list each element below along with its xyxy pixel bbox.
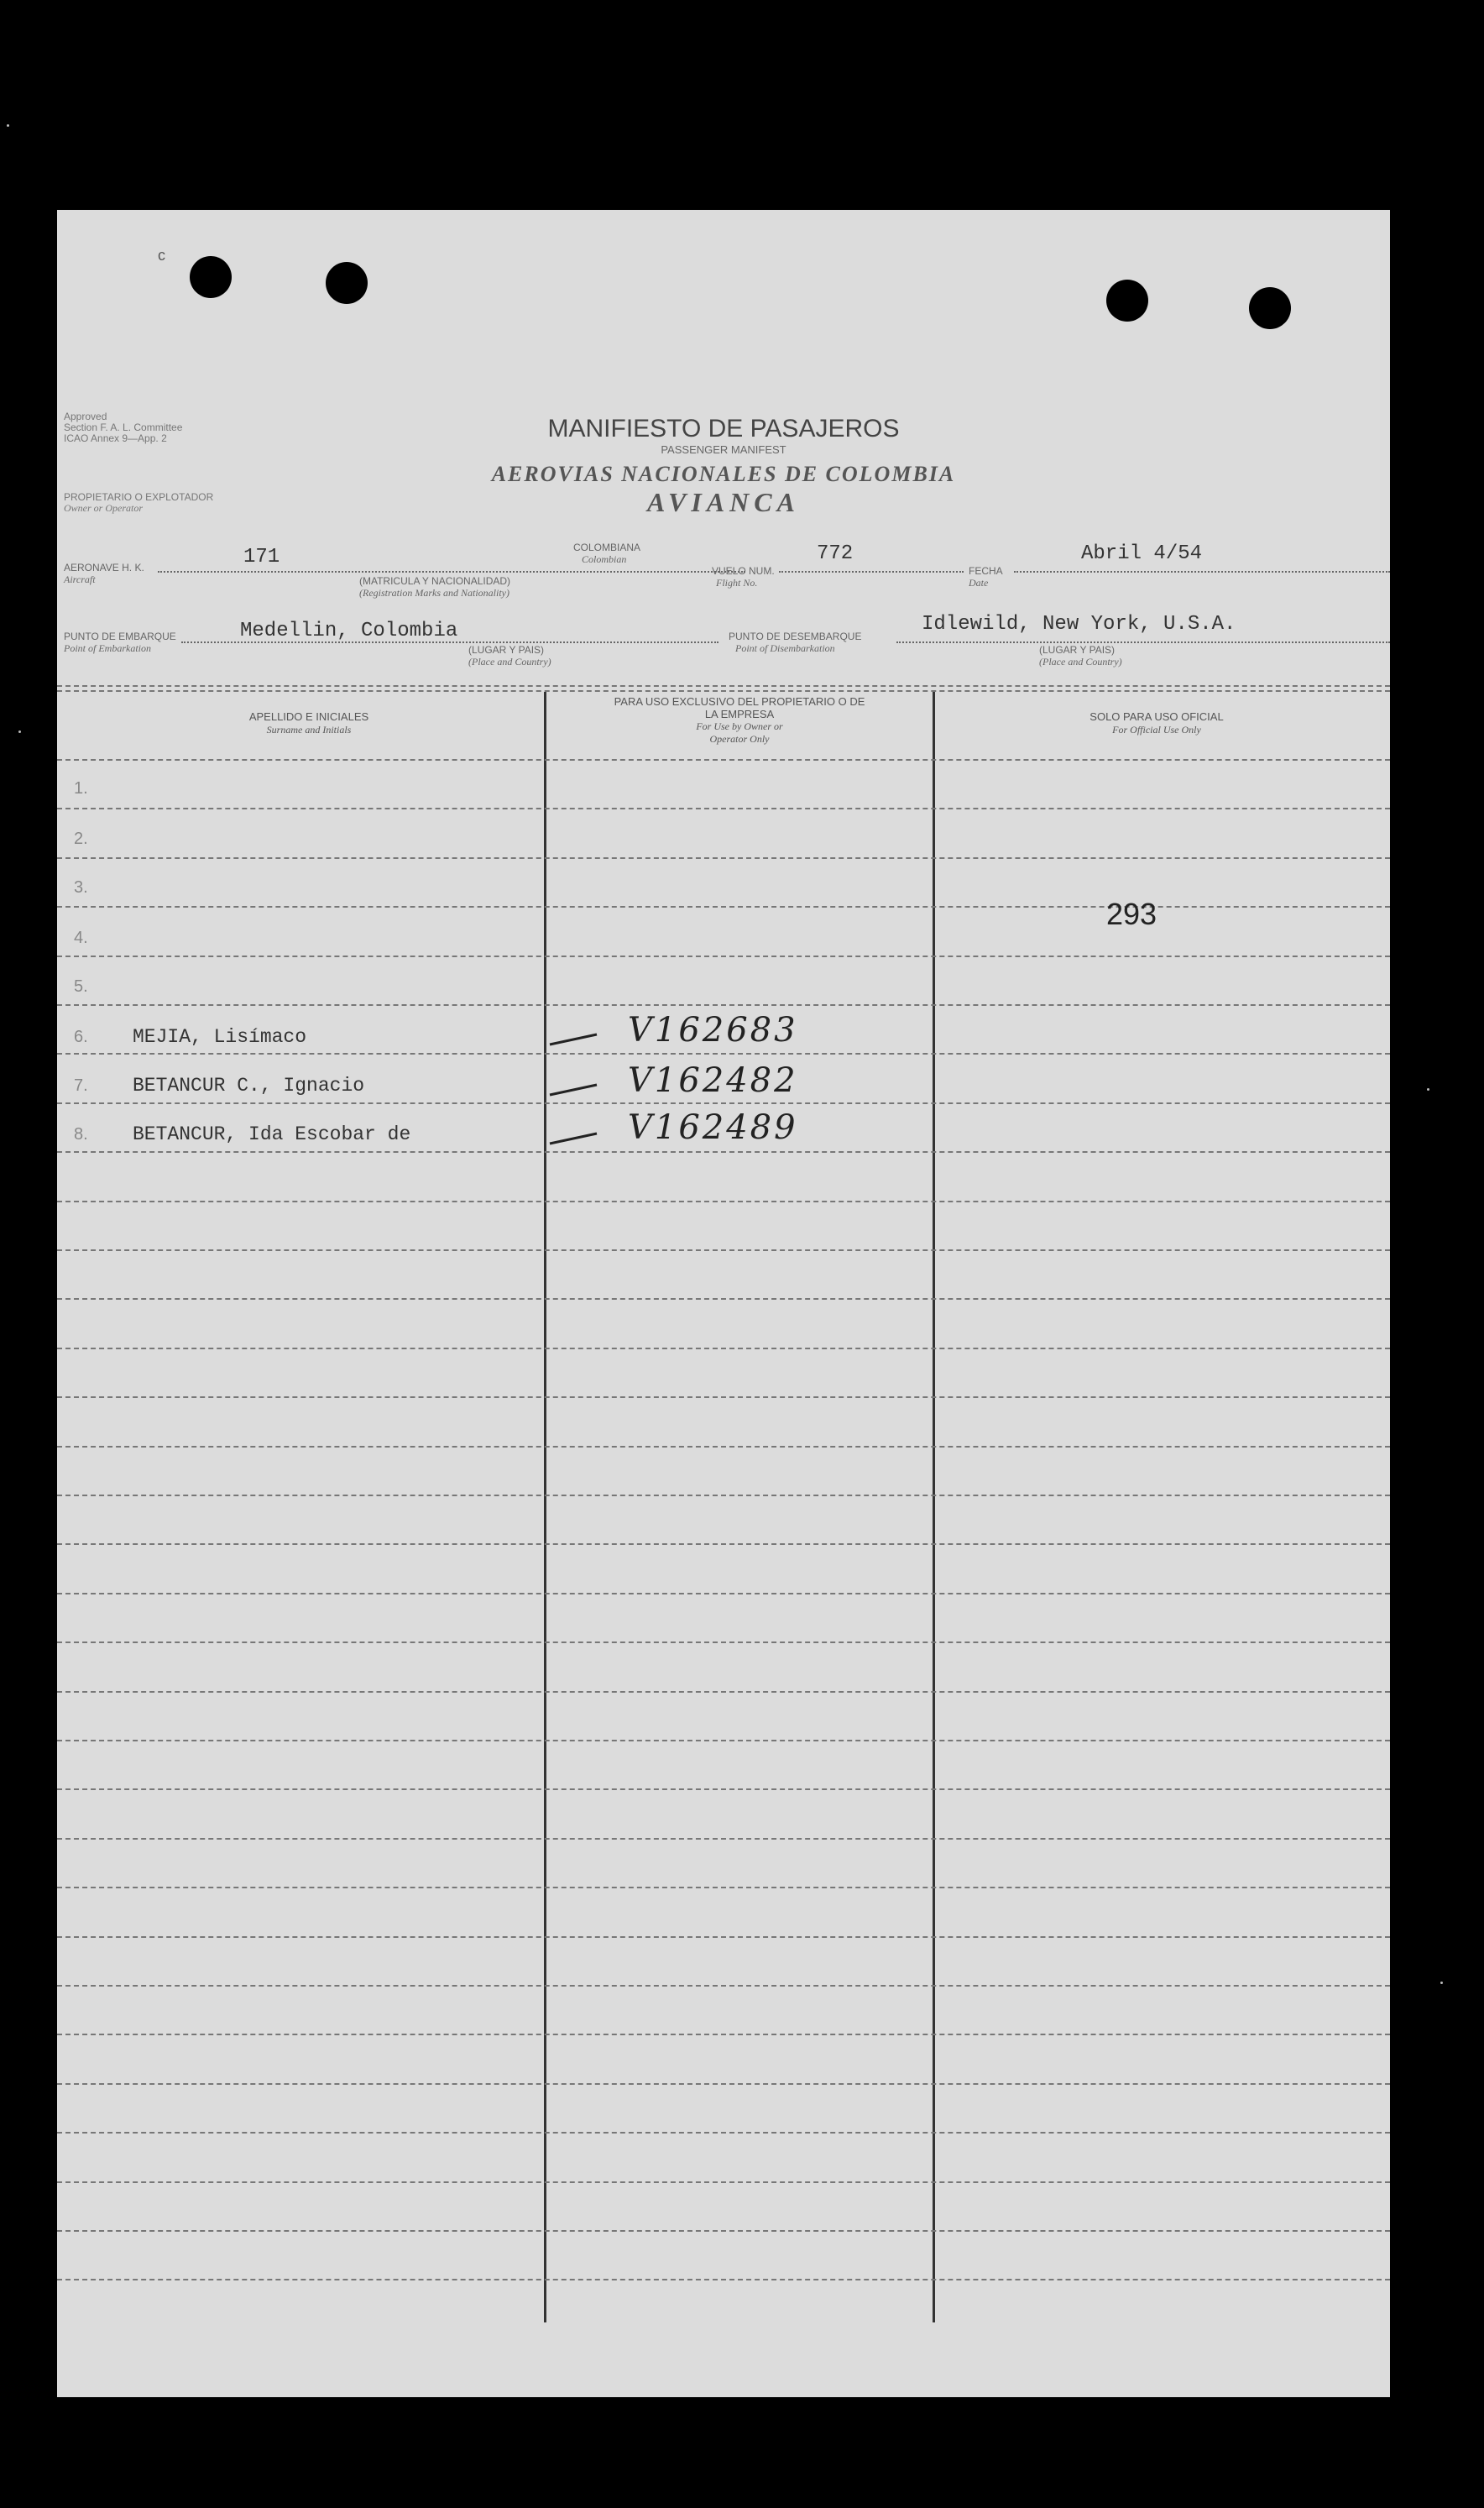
airline-short: AVIANCA — [647, 487, 800, 517]
table-rule — [57, 1936, 1390, 1938]
table-rule — [57, 1495, 1390, 1496]
table-rule — [57, 1788, 1390, 1790]
check-mark-icon — [548, 1132, 598, 1149]
row-number: 2. — [74, 830, 88, 848]
owner-code: V162683 — [628, 1011, 798, 1050]
flight-label: VUELO NUM. — [712, 565, 775, 577]
disembark-label: PUNTO DE DESEMBARQUE — [729, 631, 862, 642]
row-number: 6. — [74, 1028, 88, 1046]
airline-name: AEROVIAS NACIONALES DE COLOMBIA — [491, 462, 956, 486]
table-rule — [57, 1593, 1390, 1594]
aircraft-value: 171 — [243, 546, 280, 568]
table-rule — [57, 1348, 1390, 1349]
embark-value: Medellin, Colombia — [240, 620, 458, 642]
table-rule — [57, 2181, 1390, 2183]
approval-line-1: Approved — [64, 411, 107, 422]
table-rule — [57, 808, 1390, 809]
place-label-1-en: (Place and Country) — [468, 656, 551, 668]
owner-label: PROPIETARIO O EXPLOTADOR Owner or Operator — [64, 491, 214, 514]
passenger-name: BETANCUR C., Ignacio — [133, 1075, 365, 1097]
table-rule — [57, 1838, 1390, 1840]
table-rule — [57, 1543, 1390, 1545]
table-rule — [57, 1446, 1390, 1448]
table-rule — [57, 1396, 1390, 1398]
corner-mark: c — [158, 247, 165, 264]
punch-hole-3 — [1106, 280, 1148, 322]
title-es: MANIFIESTO DE PASAJEROS — [547, 415, 900, 442]
registration-label: (MATRICULA Y NACIONALIDAD) — [359, 575, 511, 587]
column-divider-1 — [544, 692, 546, 2322]
col-header-official: SOLO PARA USO OFICIAL For Official Use Only — [1089, 710, 1224, 736]
passenger-name: BETANCUR, Ida Escobar de — [133, 1123, 411, 1145]
table-rule — [57, 956, 1390, 957]
check-mark-icon — [548, 1083, 598, 1100]
col-header-name: APELLIDO E INICIALES Surname and Initials — [248, 710, 369, 736]
place-label-1: (LUGAR Y PAIS) — [468, 644, 545, 656]
table-rule — [57, 1887, 1390, 1888]
aircraft-label: AERONAVE H. K. — [64, 562, 144, 573]
manifest-sheet — [57, 210, 1390, 2397]
table-rule — [57, 1102, 1390, 1104]
check-mark-icon — [548, 1033, 598, 1050]
registration-label-en: (Registration Marks and Nationality) — [359, 587, 509, 599]
table-rule — [57, 906, 1390, 908]
embark-label: PUNTO DE EMBARQUE — [64, 631, 176, 642]
table-rule — [57, 1053, 1390, 1055]
row-number: 5. — [74, 977, 88, 996]
table-rule — [57, 1641, 1390, 1643]
punch-hole-4 — [1249, 287, 1291, 329]
table-rule — [57, 1691, 1390, 1693]
place-label-2-en: (Place and Country) — [1039, 656, 1122, 668]
date-label: FECHA — [969, 565, 1003, 577]
owner-code: V162482 — [628, 1061, 798, 1100]
table-rule — [57, 1985, 1390, 1987]
table-rule — [57, 2279, 1390, 2280]
table-rule — [57, 2034, 1390, 2035]
aircraft-label-en: Aircraft — [64, 573, 96, 585]
row-number: 4. — [74, 929, 88, 947]
title-en: PASSENGER MANIFEST — [661, 443, 786, 456]
table-rule — [57, 857, 1390, 859]
approval-line-2: Section F. A. L. Committee — [64, 421, 183, 433]
table-rule — [57, 1249, 1390, 1251]
disembark-label-en: Point of Disembarkation — [735, 642, 835, 654]
flight-label-en: Flight No. — [716, 577, 758, 589]
col-header-owner: PARA USO EXCLUSIVO DEL PROPIETARIO O DE LA EMPRESA For Use by Owner or Operator Only — [614, 695, 865, 745]
official-stamp-number: 293 — [1106, 897, 1157, 931]
row-number: 1. — [74, 779, 88, 798]
passenger-name: MEJIA, Lisímaco — [133, 1026, 307, 1048]
approval-line-3: ICAO Annex 9—App. 2 — [64, 432, 167, 444]
date-value: Abril 4/54 — [1081, 542, 1203, 565]
punch-hole-1 — [190, 256, 232, 298]
row-number: 8. — [74, 1125, 88, 1144]
punch-hole-2 — [326, 262, 368, 304]
embark-label-en: Point of Embarkation — [64, 642, 151, 654]
table-rule — [57, 2132, 1390, 2134]
nationality-en: Colombian — [582, 553, 627, 565]
place-label-2: (LUGAR Y PAIS) — [1039, 644, 1116, 656]
table-rule — [57, 1201, 1390, 1202]
row-number: 3. — [74, 878, 88, 897]
date-label-en: Date — [969, 577, 989, 589]
owner-code: V162489 — [628, 1108, 798, 1147]
column-divider-2 — [933, 692, 935, 2322]
table-rule — [57, 1298, 1390, 1300]
table-rule — [57, 759, 1390, 761]
disembark-value: Idlewild, New York, U.S.A. — [922, 613, 1236, 636]
table-rule — [57, 1151, 1390, 1153]
table-rule — [57, 2083, 1390, 2085]
table-rule — [57, 1740, 1390, 1741]
table-rule — [57, 2230, 1390, 2232]
nationality-value: COLOMBIANA — [573, 542, 641, 553]
table-rule — [57, 1004, 1390, 1006]
row-number: 7. — [74, 1076, 88, 1095]
flight-value: 772 — [817, 542, 854, 565]
